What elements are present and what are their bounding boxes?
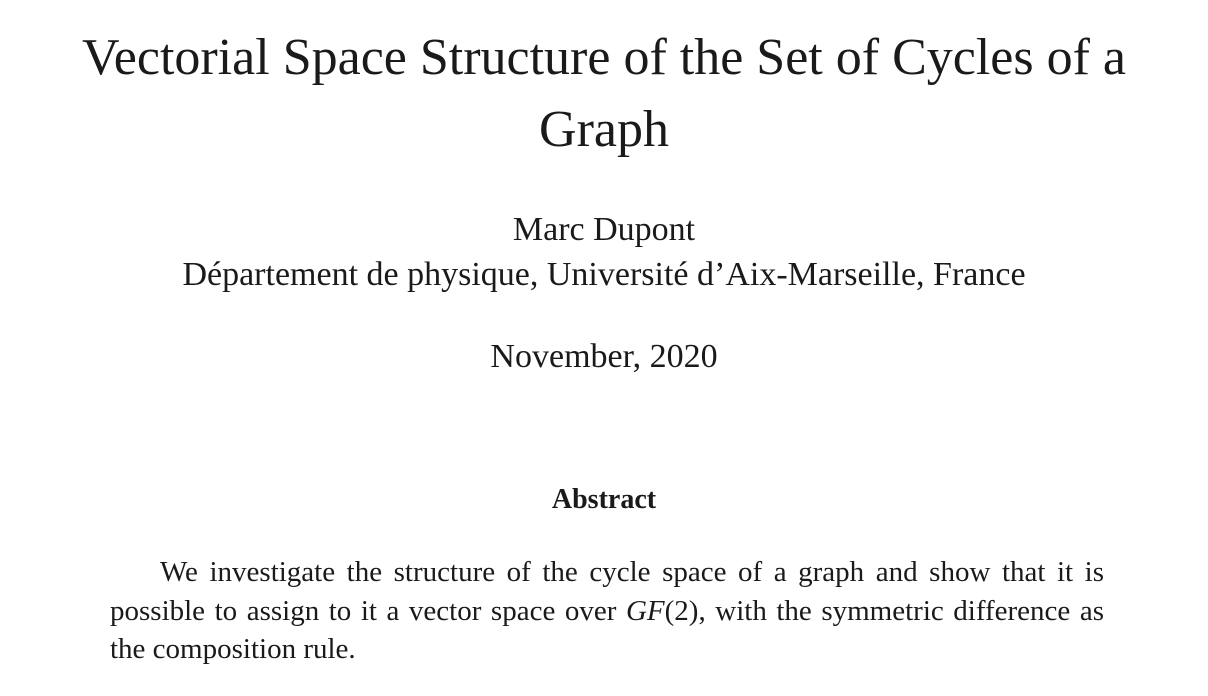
paper-title: Vectorial Space Structure of the Set of Cycles of a Graph xyxy=(82,29,1126,158)
math-gf-symbol: GF xyxy=(625,594,665,627)
author-name: Marc Dupont xyxy=(512,211,696,248)
abstract-text-before: We investigate the structure of the cycle space of a graph and show that it is possible to assign to it a vector space over xyxy=(110,556,1104,627)
abstract-text-after: , with the symmetric difference as the composition rule. xyxy=(110,594,1104,665)
author-affiliation: Département de physique, Université d’Aix-Marseille, France xyxy=(182,256,1026,293)
math-gf-argument: (2) xyxy=(664,594,699,627)
abstract-body xyxy=(110,553,1104,669)
publication-date: November, 2020 xyxy=(490,338,718,375)
abstract-heading: Abstract xyxy=(551,484,657,515)
